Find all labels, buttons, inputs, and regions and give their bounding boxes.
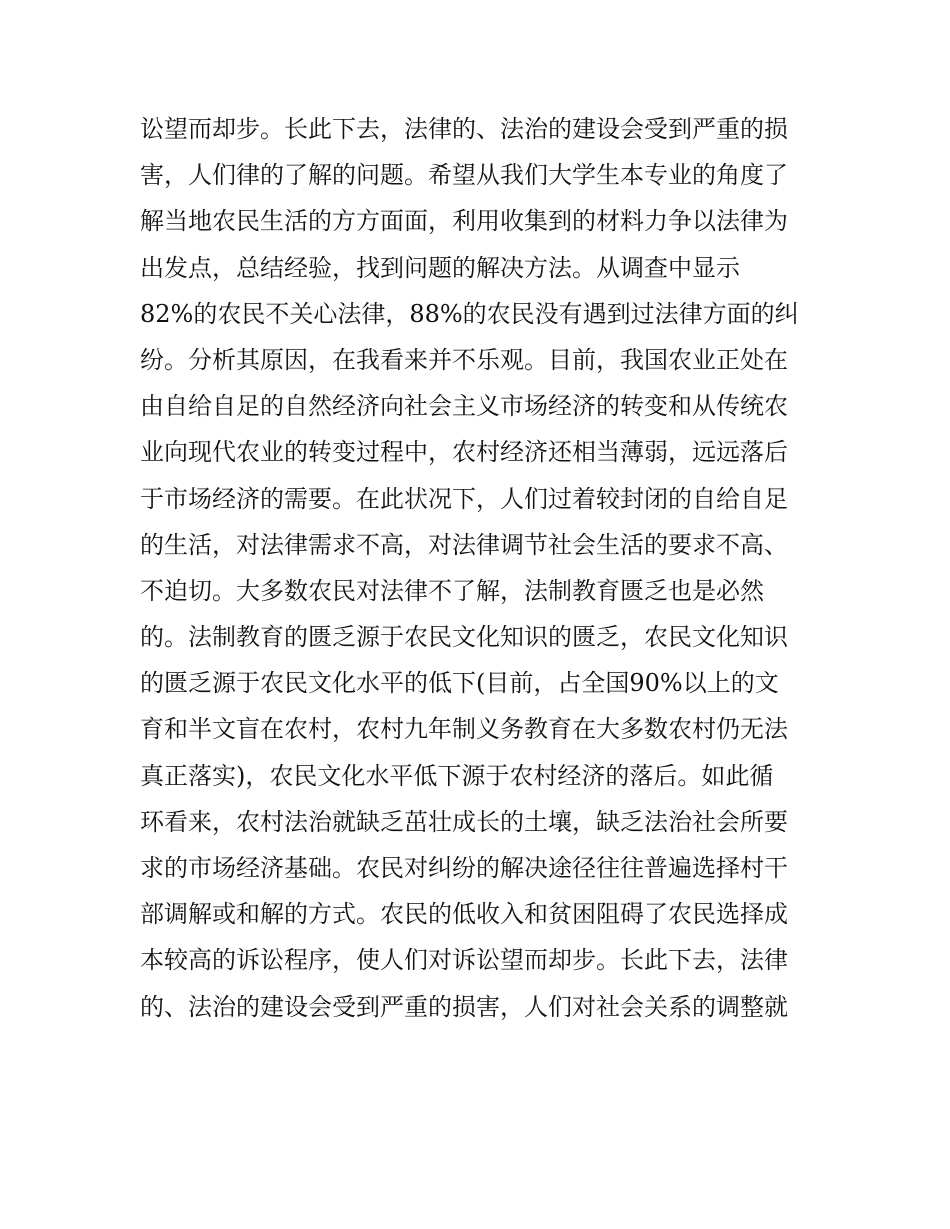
text-line: 于市场经济的需要。在此状况下，人们过着较封闭的自给自足 — [140, 484, 788, 513]
text-line: 讼望而却步。长此下去，法律的、法治的建设会受到严重的损 — [140, 115, 788, 143]
text-line: 82%的农民不关心法律，88%的农民没有遇到过法律方面的纠 — [140, 299, 799, 328]
text-line: 由自给自足的自然经济向社会主义市场经济的转变和从传统农 — [140, 392, 788, 421]
body-text — [140, 106, 820, 1030]
text-line: 的、法治的建设会受到严重的损害，人们对社会关系的调整就 — [140, 992, 788, 1021]
text-line: 本较高的诉讼程序，使人们对诉讼望而却步。长此下去，法律 — [140, 946, 788, 975]
text-line: 的。法制教育的匮乏源于农民文化知识的匮乏，农民文化知识 — [140, 623, 788, 652]
text-line: 纷。分析其原因，在我看来并不乐观。目前，我国农业正处在 — [140, 345, 788, 374]
text-line: 业向现代农业的转变过程中，农村经济还相当薄弱，远远落后 — [140, 438, 788, 467]
text-line: 的生活，对法律需求不高，对法律调节社会生活的要求不高、 — [140, 530, 788, 559]
text-line: 求的市场经济基础。农民对纠纷的解决途径往往普遍选择村干 — [140, 854, 788, 882]
text-line: 害，人们律的了解的问题。希望从我们大学生本专业的角度了 — [140, 161, 788, 190]
text-line: 不迫切。大多数农民对法律不了解，法制教育匮乏也是必然 — [140, 576, 764, 605]
text-line: 解当地农民生活的方方面面，利用收集到的材料力争以法律为 — [140, 207, 788, 236]
text-line: 部调解或和解的方式。农民的低收入和贫困阻碍了农民选择成 — [140, 900, 788, 929]
text-line: 的匮乏源于农民文化水平的低下(目前，占全国90%以上的文 — [140, 669, 779, 698]
text-line: 真正落实)，农民文化水平低下源于农村经济的落后。如此循 — [140, 761, 774, 790]
text-line: 出发点，总结经验，找到问题的解决方法。从调查中显示 — [140, 253, 740, 282]
text-line: 环看来，农村法治就缺乏茁壮成长的土壤，缺乏法治社会所要 — [140, 807, 788, 836]
text-line: 育和半文盲在农村，农村九年制义务教育在大多数农村仍无法 — [140, 715, 788, 744]
